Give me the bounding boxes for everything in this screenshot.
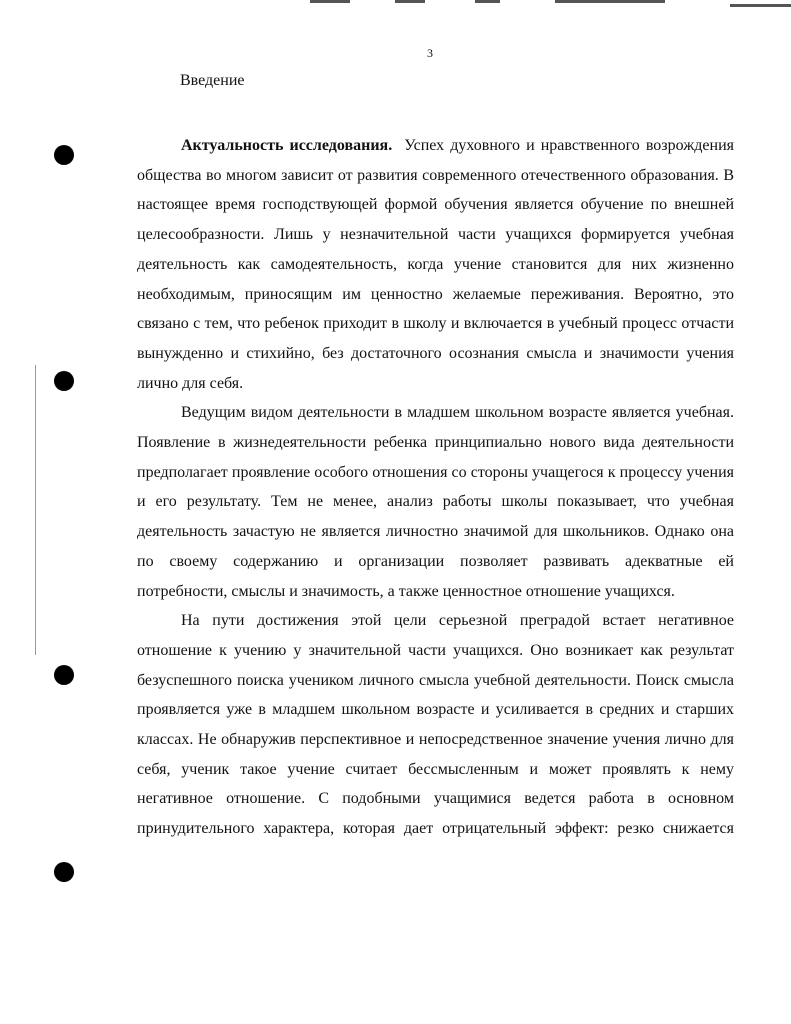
scan-top-artifacts: [300, 0, 791, 8]
paragraph-3: На пути достижения этой цели серьезной преградой встает негативное отношение к учению у значительной части учащихся. Оно возникает как результат безуспешного поиска учеником личного смысла учебной деятельности. Поиск смысла проявляется уже в младшем школьном возрасте и усиливается в средних и старших классах. Не обнаружив перспективное и непосредственное значение учения лично для себя, ученик такое учение считает бессмысленным и может проявлять к нему негативное отношение. С подобными учащимися ведется работа в основном принудительного характера, которая дает отрицательный эффект: резко снижается: [137, 612, 734, 838]
binder-hole-2: [54, 371, 74, 391]
paragraph-lead: Актуальность исследования.: [181, 137, 393, 154]
binder-hole-1: [54, 145, 74, 165]
paragraph-2: Ведущим видом деятельности в младшем школьном возрасте является учебная. Появление в жизнедеятельности ребенка принципиально нового вида деятельности предполагает проявление особого отношения со стороны учащегося к процессу учения и его результату. Тем не менее, анализ работы школы показывает, что учебная деятельность зачастую не является личностно значимой для школьников. Однако она по своему содержанию и организации позволяет развивать адекватные ей потребности, смыслы и значимость, а также ценностное отношение учащихся.: [137, 404, 734, 600]
page-number: 3: [427, 46, 433, 60]
body-text: [137, 131, 734, 844]
binder-hole-3: [54, 665, 74, 685]
section-heading: Введение: [180, 72, 245, 89]
binder-hole-4: [54, 862, 74, 882]
paragraph-text: Успех духовного и нравственного возрождения общества во многом зависит от развития современного отечественного образования. В настоящее время господствующей формой обучения является обучение по внешней целесообразности. Лишь у незначительной части учащихся формируется учебная деятельность как самодеятельность, когда учение становится для них жизненно необходимым, приносящим им ценностно желаемые переживания. Вероятно, это связано с тем, что ребенок приходит в школу и включается в учебный процесс отчасти вынужденно и стихийно, без достаточного осознания смысла и значимости учения лично для себя.: [137, 137, 734, 392]
scan-margin-line: [35, 365, 36, 655]
paragraph-1: [137, 131, 734, 398]
